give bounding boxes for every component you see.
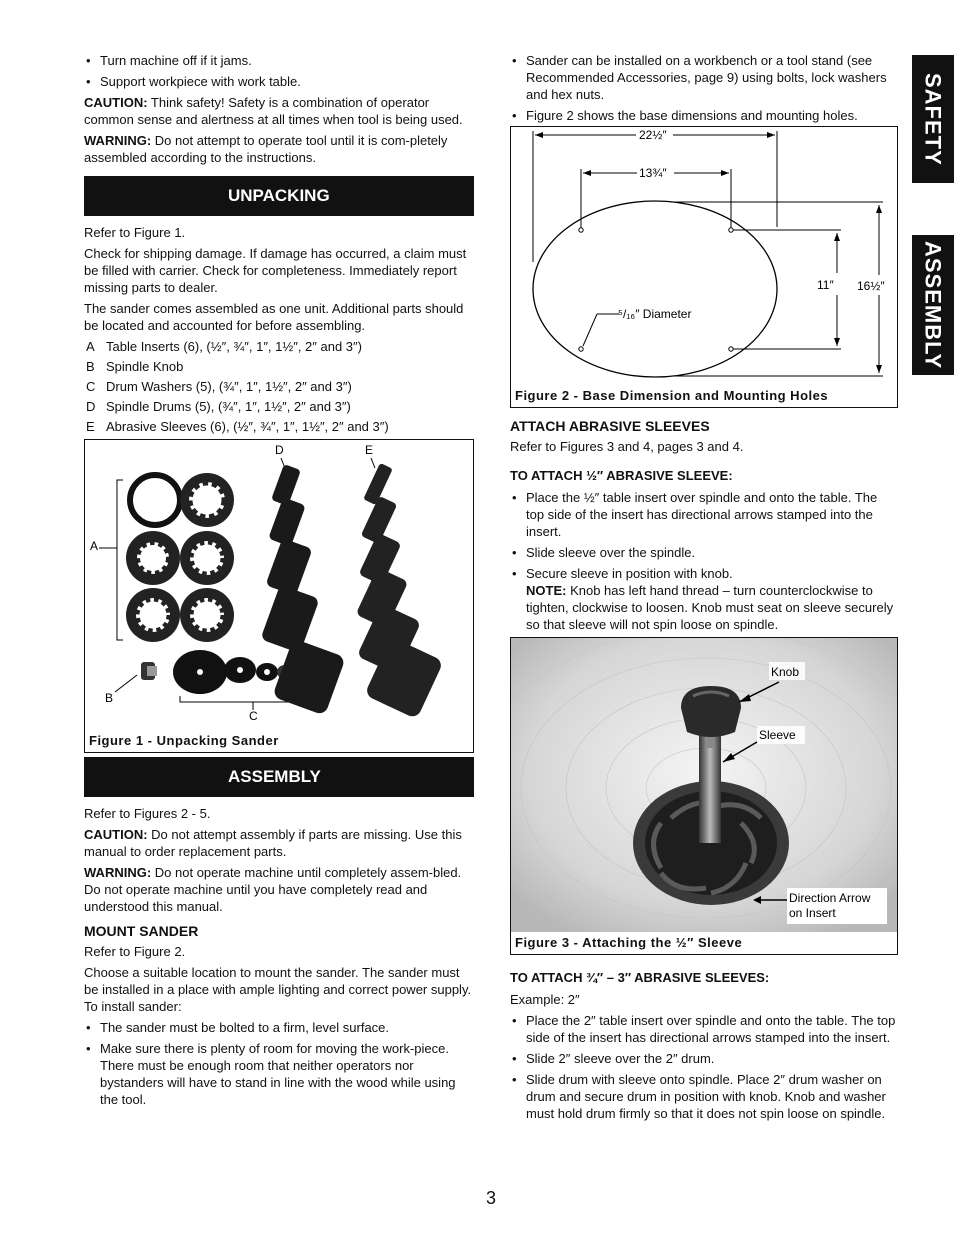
- list-item: • Figure 2 shows the base dimensions and mounting holes.: [510, 107, 898, 124]
- list-item: • Sander can be installed on a workbench or a tool stand (see Recommended Accessories, page 9) using bolts, lock washers and hex nuts.: [510, 52, 898, 103]
- list-item: • Slide 2″ sleeve over the 2″ drum.: [510, 1050, 898, 1067]
- attach-refer: Refer to Figures 3 and 4, pages 3 and 4.: [510, 439, 744, 454]
- part-text: Table Inserts (6), (½″, ¾″, 1″, 1½″, 2″ and 3″): [106, 339, 362, 354]
- three-quarter-steps: [510, 1012, 898, 1122]
- figure-2-caption: Figure 2 - Base Dimension and Mounting Holes: [515, 388, 829, 403]
- caution2-paragraph: [84, 826, 474, 860]
- warning2-text: Do not operate machine until completely assem-bled. Do not operate machine until you have completely read and understood this manual.: [84, 865, 462, 914]
- caution-text: Think safety! Safety is a combination of operator common sense and alertness at all times when tool is being used.: [84, 95, 463, 127]
- label-c: C: [249, 709, 258, 723]
- mounting-hole: [729, 228, 733, 232]
- part-letter: C: [86, 379, 96, 394]
- list-item: • The sander must be bolted to a firm, level surface.: [84, 1019, 474, 1036]
- figure-1-caption: Figure 1 - Unpacking Sander: [89, 733, 279, 748]
- warning-label: WARNING:: [84, 133, 152, 148]
- dim-width-label: 22½″: [639, 128, 667, 142]
- note-label: NOTE:: [526, 583, 567, 598]
- parts-list: [84, 338, 474, 435]
- hole-diameter-label: ⁵/₁₆″ Diameter: [618, 307, 692, 321]
- part-letter: D: [86, 399, 96, 414]
- part-letter: E: [86, 419, 95, 434]
- mount-refer: Refer to Figure 2.: [84, 944, 186, 959]
- install-bullets: [510, 52, 898, 124]
- figure-3: [510, 637, 898, 955]
- part-text: Abrasive Sleeves (6), (½″, ¾″, 1″, 1½″, 2″ and 3″): [106, 419, 389, 434]
- dim-11-label: 11″: [817, 278, 834, 292]
- table-inserts: [126, 473, 234, 642]
- part-item: [84, 358, 474, 375]
- half-inch-heading: TO ATTACH ½″ ABRASIVE SLEEVE:: [510, 468, 733, 483]
- note-text: Knob has left hand thread – turn counterclockwise to tighten, clockwise to loosen. Knob must seat on sleeve securely so that sleeve will not spin loose on spindle.: [526, 583, 894, 632]
- assembly-tab: [912, 235, 954, 375]
- label-d: D: [275, 443, 284, 457]
- dim-16-label: 16½″: [857, 279, 885, 293]
- list-item: [510, 565, 898, 633]
- unpacking-parts-illustration: [85, 440, 471, 730]
- caution-label: CAUTION:: [84, 95, 148, 110]
- part-text: Drum Washers (5), (¾″, 1″, 1½″, 2″ and 3″): [106, 379, 352, 394]
- part-item: [84, 378, 474, 395]
- sleeve: [699, 733, 721, 843]
- unpacking-refer: Refer to Figure 1.: [84, 225, 186, 240]
- part-letter: A: [86, 339, 95, 354]
- example-text: Example: 2″: [510, 992, 580, 1007]
- warning2-paragraph: [84, 864, 474, 915]
- warning-text: Do not attempt to operate tool until it is com-pletely assembled according to the instructions.: [84, 133, 448, 165]
- unpacking-heading: UNPACKING: [84, 176, 474, 216]
- list-item: • Turn machine off if it jams.: [84, 52, 474, 69]
- dim-inner-label: 13¾″: [639, 166, 667, 180]
- attach-sleeves-heading: ATTACH ABRASIVE SLEEVES: [510, 418, 710, 434]
- mount-sander-heading: MOUNT SANDER: [84, 923, 199, 939]
- label-b: B: [105, 691, 114, 705]
- mount-location: Choose a suitable location to mount the sander. The sander must be installed in a place with ample lighting and correct power supply. To install sander:: [84, 965, 472, 1014]
- mounting-hole: [579, 347, 583, 351]
- mounting-hole: [579, 228, 583, 232]
- part-item: [84, 398, 474, 415]
- abrasive-sleeves: [356, 463, 444, 719]
- caution-paragraph: [84, 94, 474, 128]
- warning-paragraph: [84, 132, 474, 166]
- list-item: • Slide sleeve over the spindle.: [510, 544, 898, 561]
- page-number: 3: [486, 1188, 497, 1208]
- list-item: • Slide drum with sleeve onto spindle. Place 2″ drum washer on drum and secure drum in position with knob. Knob and washer must hold drum firmly so that it does not spin loose on spindle.: [510, 1071, 898, 1122]
- left-column: [84, 52, 474, 1112]
- label-e: E: [365, 443, 374, 457]
- knob-label: Knob: [771, 665, 800, 679]
- assembly-tab-label: ASSEMBLY: [920, 240, 946, 370]
- spindle-knob: [141, 662, 157, 680]
- unpacking-assembled: The sander comes assembled as one unit. Additional parts should be located and accounted for before assembling.: [84, 301, 464, 333]
- assembly-heading: ASSEMBLY: [84, 757, 474, 797]
- part-item: [84, 338, 474, 355]
- part-item: [84, 418, 474, 435]
- figure-3-caption: Figure 3 - Attaching the ½″ Sleeve: [515, 935, 743, 950]
- safety-bullets: [84, 52, 474, 90]
- three-quarter-heading: TO ATTACH ¾″ – 3″ ABRASIVE SLEEVES:: [510, 970, 770, 985]
- arrow-label-line2: on Insert: [789, 906, 836, 920]
- base-outline: [533, 201, 777, 377]
- figure-1: [84, 439, 474, 753]
- arrow-label-line1: Direction Arrow: [789, 891, 871, 905]
- caution2-label: CAUTION:: [84, 827, 148, 842]
- step-text: Secure sleeve in position with knob.: [526, 566, 733, 581]
- list-item: • Place the ½″ table insert over spindle and onto the table. The top side of the insert has directional arrows stamped into the insert.: [510, 489, 898, 540]
- base-dimension-diagram: [511, 127, 897, 387]
- safety-tab: [912, 55, 954, 183]
- half-inch-steps: [510, 489, 898, 633]
- attaching-sleeve-photo: [511, 638, 897, 932]
- safety-tab-label: SAFETY: [920, 72, 946, 166]
- assembly-refer: Refer to Figures 2 - 5.: [84, 806, 211, 821]
- caution2-text: Do not attempt assembly if parts are missing. Use this manual to order replacement parts.: [84, 827, 462, 859]
- list-item: • Support workpiece with work table.: [84, 73, 474, 90]
- sleeve-label: Sleeve: [759, 728, 796, 742]
- part-text: Spindle Knob: [106, 359, 184, 374]
- list-item: • Place the 2″ table insert over spindle and onto the table. The top side of the insert has directional arrows stamped into the insert.: [510, 1012, 898, 1046]
- knob: [681, 686, 741, 737]
- unpacking-damage: Check for shipping damage. If damage has occurred, a claim must be filled with carrier. Check for completeness. Immediately report missing parts to dealer.: [84, 246, 467, 295]
- list-item: • Make sure there is plenty of room for moving the work-piece. There must be enough room that neither operators nor bystanders will have to stand in line with the wood while using the tool.: [84, 1040, 474, 1108]
- figure-2: [510, 126, 898, 408]
- mounting-hole: [729, 347, 733, 351]
- part-letter: B: [86, 359, 95, 374]
- warning2-label: WARNING:: [84, 865, 152, 880]
- label-a: A: [90, 539, 99, 553]
- mount-bullets: [84, 1019, 474, 1108]
- part-text: Spindle Drums (5), (¾″, 1″, 1½″, 2″ and 3″): [106, 399, 351, 414]
- right-column: [510, 52, 898, 1126]
